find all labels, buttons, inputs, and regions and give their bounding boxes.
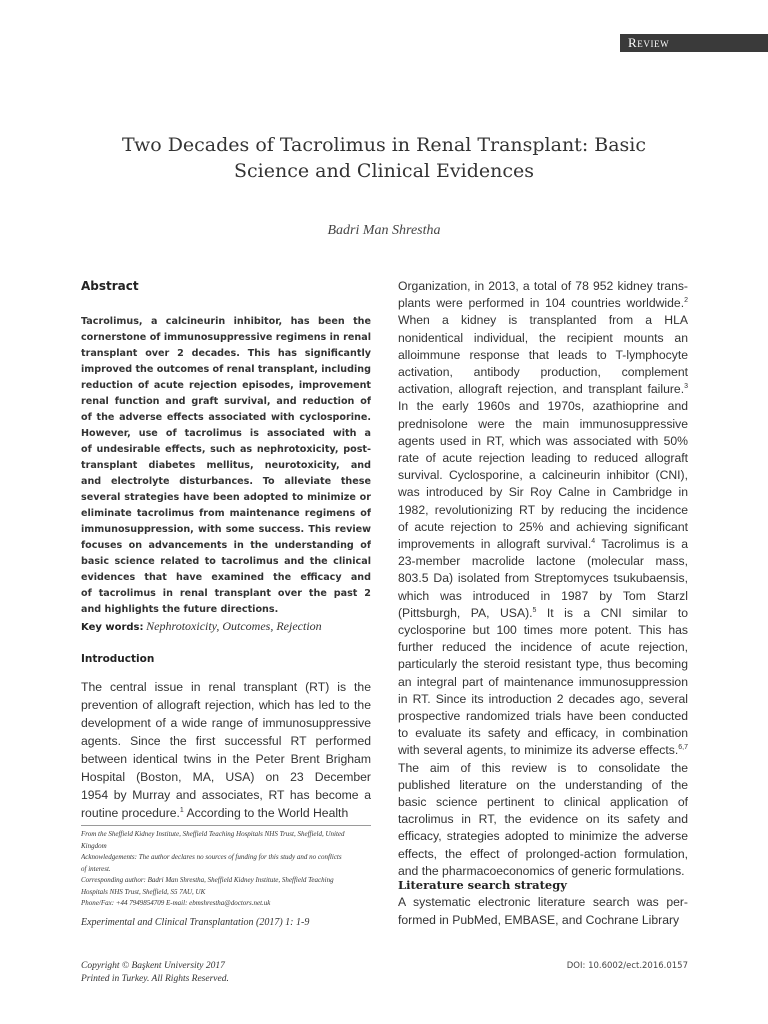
right-column-line	[398, 845, 688, 863]
affiliation-line: Corresponding author: Badri Man Shrestha, Sheffield Kidney Institute, Sheffield Teaching	[81, 876, 334, 884]
abstract-line: basic science related to tacrolimus and the clinical	[81, 556, 371, 567]
affiliation-line: Acknowledgements: The author declares no sources of funding for this study and no conflicts	[81, 853, 342, 861]
footnote-divider	[81, 825, 371, 826]
abstract-line: cornerstone of immunosuppressive regimens in renal	[81, 332, 371, 343]
right-column-line	[398, 449, 688, 467]
right-column-line	[398, 759, 688, 777]
journal-citation: Experimental and Clinical Transplantation (2017) 1: 1-9	[81, 917, 310, 928]
right-column-line	[398, 380, 688, 398]
right-column-line	[398, 277, 688, 295]
right-column-text: an integral part of maintenance immunosuppression	[398, 674, 688, 689]
literature-search-text: formed in PubMed, EMBASE, and Cochrane Library	[398, 913, 680, 927]
abstract-line: immunosuppression, with some success. This review	[81, 524, 371, 535]
affiliation-line: of interest.	[81, 864, 111, 873]
right-column-line	[398, 724, 688, 742]
introduction-text: The central issue in renal transplant (RT) is the	[81, 680, 371, 694]
introduction-text: prevention of allograft rejection, which has led to the	[81, 698, 371, 712]
left-column	[81, 270, 371, 940]
abstract-line: Tacrolimus, a calcineurin inhibitor, has been the	[81, 316, 371, 327]
keywords-value: Nephrotoxicity, Outcomes, Rejection	[146, 619, 322, 633]
abstract-line: of the adverse effects associated with cyclosporine.	[81, 412, 371, 423]
article-title-line-2: Science and Clinical Evidences	[234, 160, 534, 182]
right-column-text: agents used in RT, which was associated with 50%	[398, 433, 688, 448]
right-column-text: In the early 1960s and 1970s, azathioprine and	[398, 399, 688, 414]
section-tag-label: Review	[628, 35, 670, 50]
citation-ref: 3	[684, 383, 688, 391]
right-column-line	[398, 346, 688, 364]
right-column-text: tacrolimus in RT, the evidence on its safety and	[398, 812, 688, 827]
abstract-line: transplant diabetes mellitus, neurotoxicity, and	[81, 460, 371, 471]
right-column-text: in RT. Since its introduction 2 decades ago, several	[398, 691, 688, 706]
copyright-notice: Copyright © Başkent University 2017	[81, 961, 225, 971]
right-column-line	[398, 793, 688, 811]
right-column-line	[398, 501, 688, 519]
right-column-line	[398, 397, 688, 415]
right-column-text: Organization, in 2013, a total of 78 952 kidney trans-	[398, 279, 688, 293]
introduction-line	[81, 768, 371, 786]
introduction-text: between identical twins in the Peter Brent Brigham	[81, 752, 371, 766]
abstract-line: However, use of tacrolimus is associated with a	[81, 428, 371, 439]
right-column-text: and the pharmacoeconomics of generic formulations.	[398, 863, 685, 878]
citation-ref: 6,7	[678, 744, 688, 752]
right-column-line	[398, 827, 688, 845]
right-column-text: particularly the steroid resistant type, thus becoming	[398, 657, 688, 672]
right-column-text: efficacy, strategies adopted to minimize the adverse	[398, 829, 688, 844]
citation-ref: 1	[179, 806, 184, 814]
right-column-text: with several agents, to minimize its adverse effects.	[398, 743, 679, 758]
right-column-text: activation, antibody production, complement	[398, 365, 688, 379]
right-column-text: activation, allograft rejection, and transplant failure.	[398, 382, 685, 397]
right-column-line	[398, 638, 688, 656]
introduction-text-continued: According to the World Health	[183, 806, 349, 820]
right-column-text: rate of acute rejection leading to reduced allograft	[398, 451, 688, 465]
right-column-text: was introduced by Sir Roy Calne in Cambridge in	[398, 485, 688, 500]
citation-ref: 5	[532, 606, 537, 614]
author-name: Badri Man Shrestha	[327, 223, 441, 238]
abstract-line: of tacrolimus in renal transplant over the past 2	[81, 588, 371, 599]
right-column-text: which was introduced in 1987 by Tom Starzl	[398, 588, 688, 603]
affiliation-line: From the Sheffield Kidney Institute, Sheffield Teaching Hospitals NHS Trust, Sheffield, United	[81, 830, 345, 838]
right-column-line	[398, 690, 688, 708]
abstract-line: and highlights the future directions.	[81, 604, 279, 615]
introduction-line	[81, 732, 371, 750]
right-column-text: further reduced the incidence of acute rejection,	[398, 640, 688, 655]
right-column-text: (Pittsburgh, PA, USA).	[398, 605, 533, 620]
right-column-text: to evaluate its safety and efficacy, in combination	[398, 726, 688, 741]
introduction-text: development of a wide range of immunosuppressive	[81, 716, 371, 730]
right-column-line	[398, 329, 688, 347]
introduction-line	[81, 750, 371, 768]
right-column-line	[398, 311, 688, 329]
introduction-text: agents. Since the first successful RT performed	[81, 734, 371, 748]
right-column-text: published literature on the understanding of the	[398, 777, 688, 792]
right-column-text: When a kidney is transplanted from a HLA	[398, 313, 688, 328]
right-column-line	[398, 741, 688, 759]
abstract-line: eliminate tacrolimus from maintenance regimens of	[81, 508, 371, 519]
abstract-line: transplant over 2 decades. This has significantly	[81, 348, 371, 359]
right-column-line	[398, 432, 688, 450]
right-column-text: basic science pertinent to clinical application of	[398, 795, 688, 809]
right-column-text: improvements in allograft survival.	[398, 537, 592, 551]
citation-ref: 4	[591, 537, 596, 545]
right-column-text: 1982, revolutionizing RT by reducing the incidence	[398, 502, 688, 517]
right-column-text: prednisolone were the main immunosuppressive	[398, 416, 688, 431]
right-column-line	[398, 810, 688, 828]
right-column-text: The aim of this review is to consolidate the	[398, 760, 688, 775]
abstract-line: focuses on advancements in the understanding of	[81, 540, 371, 551]
right-column-text: nonidentical individual, the recipient mounts an	[398, 330, 688, 345]
right-column-text-continued: Tacrolimus is a	[595, 537, 688, 551]
right-column-line	[398, 518, 688, 536]
right-column-text: prospective randomized trials have been conducted	[398, 709, 688, 723]
right-column-line	[398, 604, 688, 622]
introduction-text: 1954 by Murray and associates, RT has become a	[81, 788, 371, 802]
printed-notice: Printed in Turkey. All Rights Reserved.	[81, 974, 229, 984]
right-column-text: survival. Cyclosporine, a calcineurin inhibitor (CNI),	[398, 468, 688, 483]
keywords-label: Key words:	[81, 622, 144, 633]
abstract-line: of undesirable effects, such as nephrotoxicity, post-	[81, 444, 371, 455]
literature-search-line	[398, 911, 688, 929]
right-column-text: alloimmune response that leads to T-lymphocyte	[398, 347, 688, 362]
citation-ref: 2	[684, 297, 688, 305]
right-column-line	[398, 294, 688, 312]
introduction-line	[81, 786, 371, 804]
right-column-line	[398, 621, 688, 639]
section-tag	[620, 34, 768, 52]
right-column-text: of acute rejection to 25% and achieving significant	[398, 519, 688, 534]
article-title-line-1: Two Decades of Tacrolimus in Renal Transplant: Basic	[121, 134, 647, 156]
right-column-line	[398, 363, 688, 381]
right-column-line	[398, 535, 688, 553]
affiliation-line: Kingdom	[81, 841, 107, 850]
abstract-line: and electrolyte disturbances. To alleviate these	[81, 476, 371, 487]
introduction-text: Hospital (Boston, MA, USA) on 23 December	[81, 770, 371, 784]
introduction-line	[81, 804, 371, 822]
right-column-line	[398, 655, 688, 673]
introduction-heading: Introduction	[81, 653, 155, 665]
abstract-line: renal function and graft survival, and reduction of	[81, 396, 371, 407]
right-column-text: 803.5 Da) isolated from Streptomyces tsukubaensis,	[398, 571, 688, 586]
affiliation-line: Hospitals NHS Trust, Sheffield, S5 7AU, UK	[81, 887, 206, 896]
right-column	[398, 270, 688, 940]
right-column-line	[398, 483, 688, 501]
introduction-line	[81, 714, 371, 732]
right-column-line	[398, 776, 688, 794]
abstract-line: several strategies have been adopted to minimize or	[81, 492, 371, 503]
affiliation-line: Phone/Fax: +44 7949854709 E-mail: ebmshrestha@doctors.net.uk	[81, 899, 271, 907]
right-column-line	[398, 466, 688, 484]
right-column-text: 23-member macrolide lactone (molecular mass,	[398, 554, 688, 569]
abstract-line: evidences that have examined the efficacy and	[81, 572, 371, 583]
keywords	[81, 619, 322, 634]
right-column-line	[398, 569, 688, 587]
right-column-line	[398, 552, 688, 570]
abstract-line: reduction of acute rejection episodes, improvement	[81, 380, 371, 391]
right-column-text: cyclosporine but 100 times more potent. This has	[398, 623, 688, 637]
right-column-line	[398, 673, 688, 691]
literature-search-line	[398, 893, 688, 911]
right-column-text: plants were performed in 104 countries worldwide.	[398, 296, 685, 311]
literature-search-text: A systematic electronic literature search was per-	[398, 895, 688, 909]
abstract-line: improved the outcomes of renal transplant, including	[81, 364, 371, 375]
right-column-line	[398, 587, 688, 605]
abstract-heading: Abstract	[81, 279, 139, 293]
literature-search-heading: Literature search strategy	[398, 878, 567, 892]
introduction-line	[81, 696, 371, 714]
introduction-text: routine procedure.	[81, 806, 180, 820]
doi: DOI: 10.6002/ect.2016.0157	[566, 961, 688, 971]
right-column-text: effects, the effect of prolonged-action formulation,	[398, 846, 688, 861]
right-column-text-continued: It is a CNI similar to	[536, 605, 688, 620]
right-column-line	[398, 415, 688, 433]
right-column-line	[398, 707, 688, 725]
introduction-line	[81, 678, 371, 696]
